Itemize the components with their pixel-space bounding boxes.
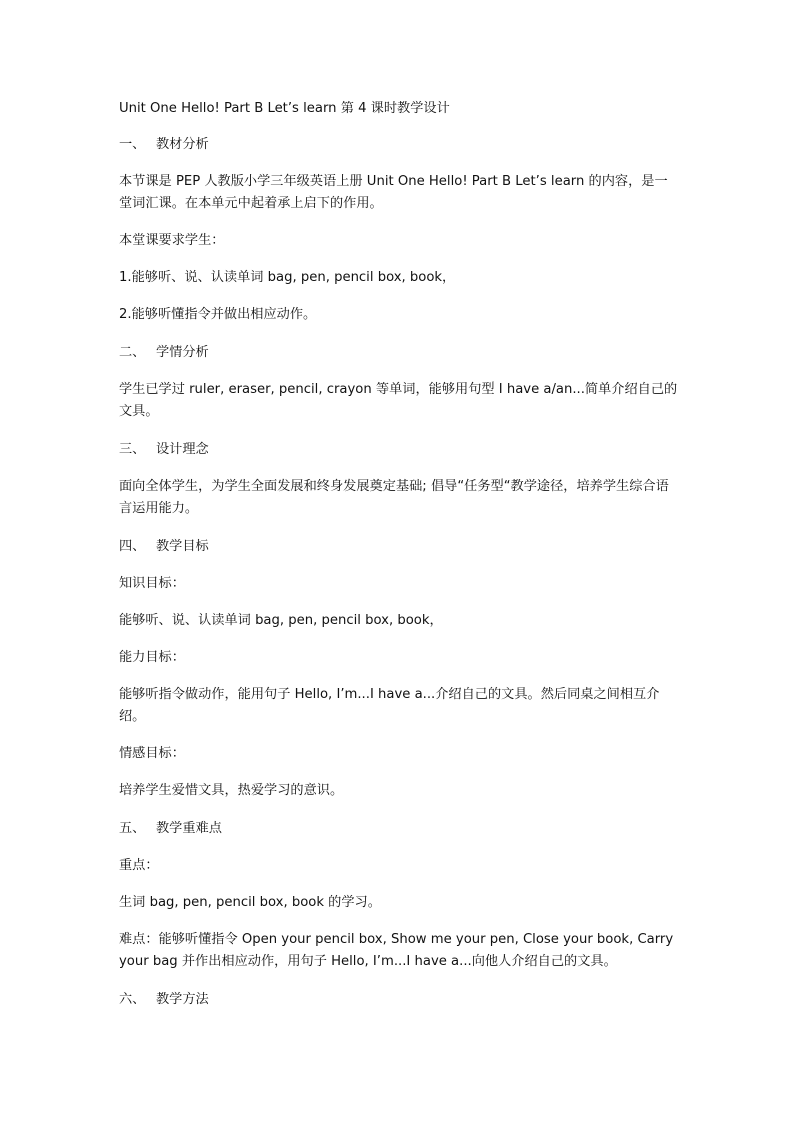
section-heading-2 <box>119 342 679 364</box>
paragraph: 能够听指令做动作，能用句子 Hello, I’m...I have a...介绍自己的文具。然后同桌之间相互介绍。 <box>119 687 660 724</box>
paragraph: 难点：能够听懂指令 Open your pencil box, Show me your pen, Close your book, Carry your bag 并作出相应动作，用句子 Hello, I’m...I have a...向他人介绍自己的文具。 <box>119 932 674 969</box>
paragraph: 本堂课要求学生： <box>119 233 225 248</box>
document-body <box>119 98 679 1026</box>
list-item: 1.能够听、说、认读单词 bag, pen, pencil box, book， <box>119 270 456 285</box>
paragraph: 培养学生爱惜文具，热爱学习的意识。 <box>119 783 344 798</box>
section-heading-6 <box>119 989 679 1011</box>
section-title: 教学目标 <box>156 539 209 554</box>
paragraph: 生词 bag, pen, pencil box, book 的学习。 <box>119 895 381 910</box>
subheading: 情感目标： <box>119 746 185 761</box>
paragraph: 本节课是 PEP 人教版小学三年级英语上册 Unit One Hello! Part B Let’s learn 的内容，是一堂词汇课。在本单元中起着承上启下的作用。 <box>119 174 668 211</box>
section-heading-5 <box>119 818 679 840</box>
document-title: Unit One Hello! Part B Let’s learn 第 4 课时教学设计 <box>119 101 450 116</box>
section-title: 教材分析 <box>156 137 209 152</box>
section-heading-3 <box>119 439 679 461</box>
section-number: 一、 <box>119 137 146 152</box>
subheading: 能力目标： <box>119 650 185 665</box>
list-item: 2.能够听懂指令并做出相应动作。 <box>119 307 317 322</box>
paragraph: 能够听、说、认读单词 bag, pen, pencil box, book， <box>119 613 443 628</box>
subheading: 知识目标： <box>119 576 185 591</box>
section-number: 三、 <box>119 442 146 457</box>
paragraph: 学生已学过 ruler, eraser, pencil, crayon 等单词，能够用句型 I have a/an...简单介绍自己的文具。 <box>119 382 678 419</box>
section-number: 五、 <box>119 821 146 836</box>
paragraph: 面向全体学生，为学生全面发展和终身发展奠定基础; 倡导“任务型“教学途径，培养学生综合语言运用能力。 <box>119 479 669 516</box>
subheading: 重点： <box>119 858 159 873</box>
section-title: 教学重难点 <box>156 821 222 836</box>
section-number: 四、 <box>119 539 146 554</box>
section-number: 二、 <box>119 345 146 360</box>
section-title: 学情分析 <box>156 345 209 360</box>
section-number: 六、 <box>119 992 146 1007</box>
section-heading-1 <box>119 134 679 156</box>
section-title: 设计理念 <box>156 442 209 457</box>
section-heading-4 <box>119 536 679 558</box>
section-title: 教学方法 <box>156 992 209 1007</box>
